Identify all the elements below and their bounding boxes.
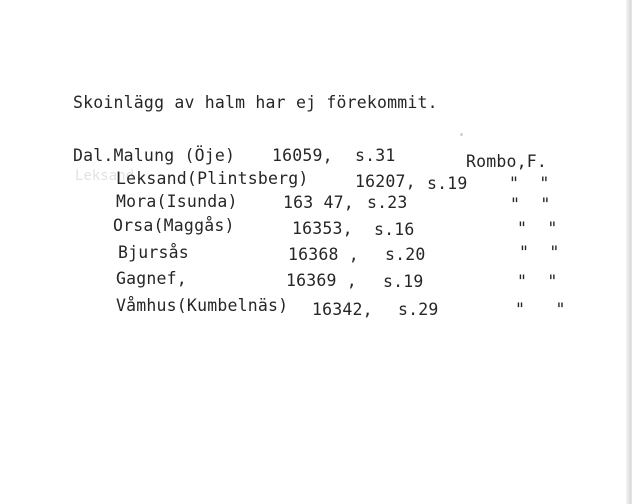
- entry-number: 16369 ,: [286, 271, 357, 290]
- entry-place: Dal.Malung (Öje): [73, 146, 236, 165]
- entry-number: 16353,: [292, 219, 353, 238]
- entry-place: Orsa(Maggås): [113, 216, 235, 235]
- entry-place: Våmhus(Kumbelnäs): [116, 296, 289, 315]
- entry-page: s.29: [398, 300, 439, 319]
- entry-place: Gagnef,: [116, 269, 187, 288]
- entry-number: 163 47,: [283, 193, 354, 212]
- entry-page: s.19: [427, 174, 468, 193]
- entry-page: s.20: [385, 245, 426, 264]
- entry-page: s.23: [367, 193, 408, 212]
- entry-number: 16368 ,: [288, 245, 359, 264]
- entry-source: " ": [509, 174, 550, 193]
- faint-overlay-text: Leksand: [75, 168, 135, 184]
- entry-place: Bjursås: [118, 243, 189, 262]
- entry-number: 16342,: [312, 300, 373, 319]
- entry-page: s.31: [355, 146, 396, 165]
- entry-source: " ": [515, 300, 566, 319]
- card-heading: Skoinlägg av halm har ej förekommit.: [73, 93, 438, 112]
- paper-speck: [460, 133, 463, 136]
- entry-source: " ": [519, 243, 560, 262]
- entry-source: Rombo,F.: [466, 152, 548, 171]
- entry-page: s.19: [383, 272, 424, 291]
- entry-source: " ": [517, 219, 558, 238]
- entry-place: Mora(Isunda): [116, 192, 238, 211]
- entry-source: " ": [517, 272, 558, 291]
- entry-source: " ": [510, 195, 551, 214]
- entry-place: Leksand(Plintsberg): [116, 169, 309, 188]
- entry-number: 16059,: [272, 146, 333, 165]
- card-edge-shadow: [626, 0, 631, 504]
- entry-page: s.16: [374, 220, 415, 239]
- entry-number: 16207,: [355, 172, 416, 191]
